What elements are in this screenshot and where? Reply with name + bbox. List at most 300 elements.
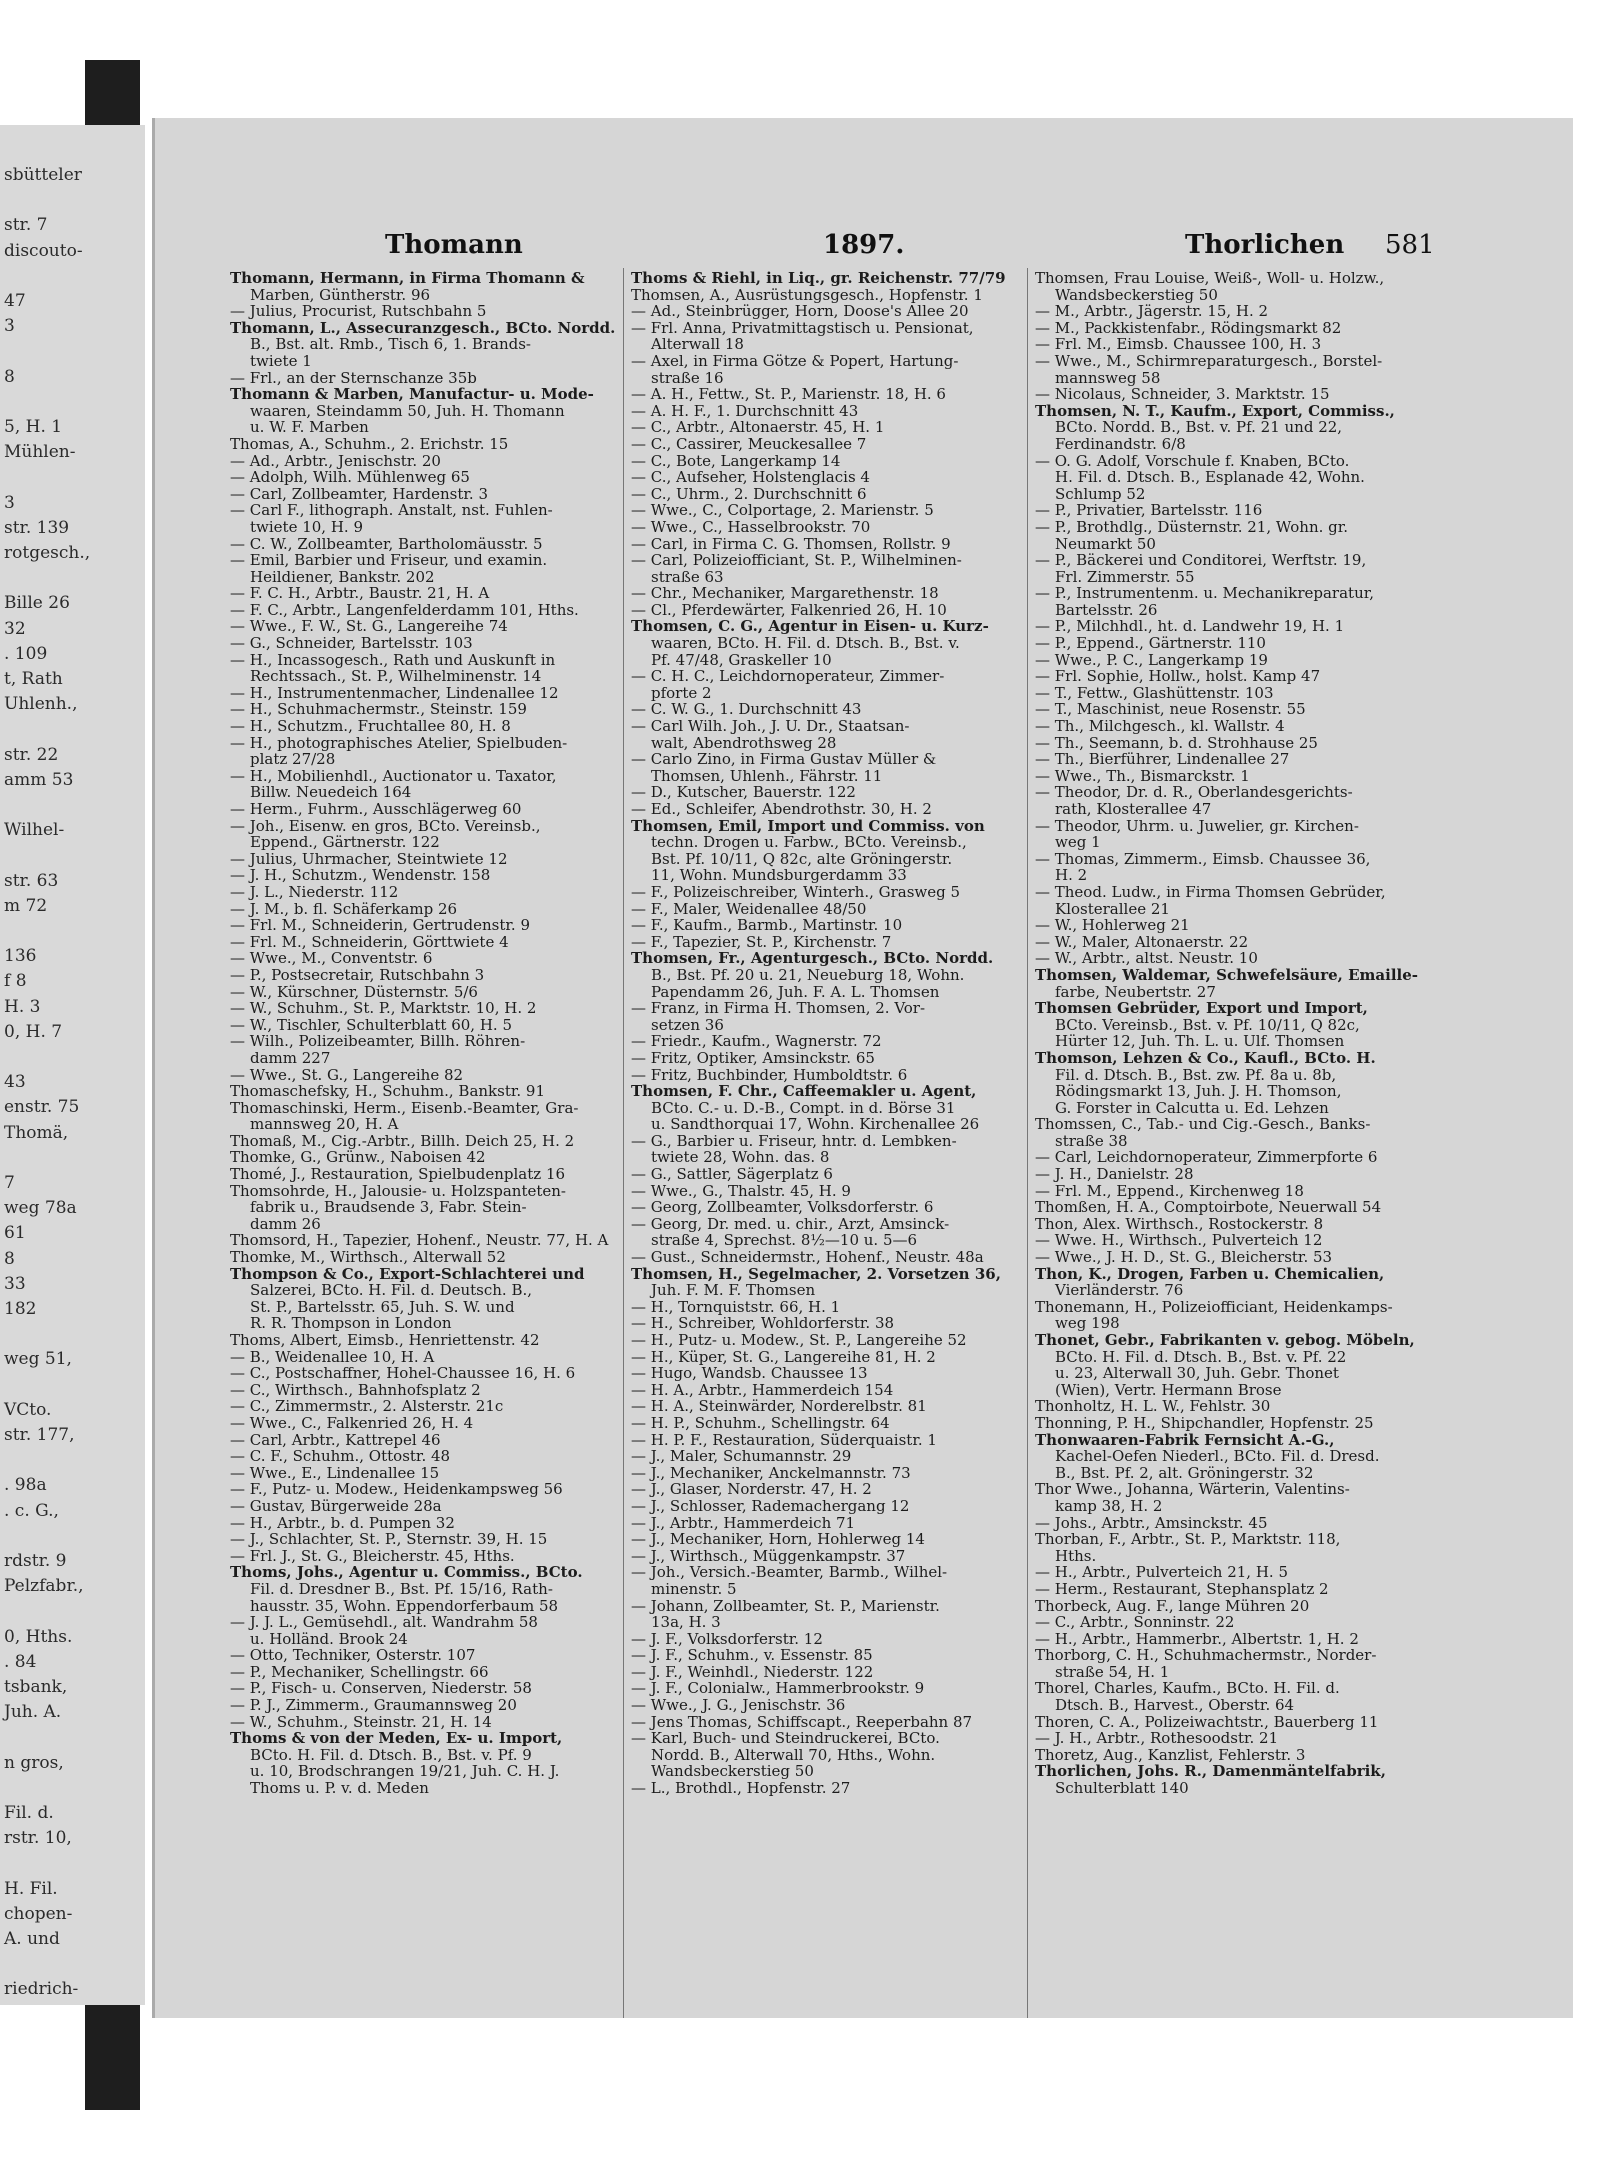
directory-entry-line: u. 10, Brodschrangen 19/21, Juh. C. H. J. xyxy=(250,1763,560,1781)
directory-entry-line: u. W. F. Marben xyxy=(250,419,369,436)
directory-entry-line: — Wwe., J. G., Jenischstr. 36 xyxy=(631,1697,846,1714)
directory-entry-line: Thonet, Gebr., Fabrikanten v. gebog. Möbeln, xyxy=(1035,1332,1415,1349)
directory-entry-line: — M., Packkistenfabr., Rödingsmarkt 82 xyxy=(1035,319,1342,337)
directory-entry-line: — H. A., Arbtr., Hammerdeich 154 xyxy=(631,1381,894,1399)
page-number: 581 xyxy=(1385,230,1435,260)
previous-page-fragment: str. 139 xyxy=(4,517,70,538)
directory-entry-line: — J., Mechaniker, Horn, Hohlerweg 14 xyxy=(631,1531,925,1548)
directory-entry-line: fabrik u., Braudsende 3, Fabr. Stein- xyxy=(250,1199,527,1216)
directory-entry-line: — Wwe., G., Thalstr. 45, H. 9 xyxy=(631,1182,851,1200)
directory-entry-line: — Frl., an der Sternschanze 35b xyxy=(230,369,477,387)
previous-page-fragment: Uhlenh., xyxy=(4,694,78,715)
header-year: 1897. xyxy=(823,230,905,260)
directory-entry-line: — Gust., Schneidermstr., Hohenf., Neustr. 48a xyxy=(631,1249,984,1266)
directory-entry-line: — P., Privatier, Bartelsstr. 116 xyxy=(1035,502,1263,519)
directory-entry-line: Thor Wwe., Johanna, Wärterin, Valentins- xyxy=(1035,1481,1350,1498)
previous-page-fragment: riedrich- xyxy=(4,1979,79,2000)
directory-entry-line: H. 2 xyxy=(1055,867,1088,884)
directory-entry-line: Thoms, Johs., Agentur u. Commiss., BCto. xyxy=(230,1564,583,1581)
directory-entry-line: Thomsen, Emil, Import und Commiss. von xyxy=(631,817,985,835)
directory-entry-line: Thomsen, Uhlenh., Fährstr. 11 xyxy=(651,767,883,785)
directory-entry-line: BCto. C.- u. D.-B., Compt. in d. Börse 31 xyxy=(651,1099,956,1117)
previous-page-fragment: 8 xyxy=(4,366,15,387)
directory-entry-line: Ferdinandstr. 6/8 xyxy=(1055,435,1186,453)
directory-entry-line: — W., Schuhm., St. P., Marktstr. 10, H. 2 xyxy=(230,1000,537,1017)
directory-entry-line: — Th., Seemann, b. d. Strohhause 25 xyxy=(1035,734,1318,752)
directory-entry-line: — Theod. Ludw., in Firma Thomsen Gebrüder, xyxy=(1035,883,1386,901)
directory-entry-line: — Chr., Mechaniker, Margarethenstr. 18 xyxy=(631,585,939,602)
directory-entry-line: Thomßen, H. A., Comptoirbote, Neuerwall 54 xyxy=(1035,1199,1382,1216)
directory-entry-line: — J. H., Schutzm., Wendenstr. 158 xyxy=(230,867,491,884)
directory-entry-line: — Johann, Zollbeamter, St. P., Marienstr. xyxy=(631,1597,940,1615)
directory-entry-line: — Th., Bierführer, Lindenallee 27 xyxy=(1035,751,1290,768)
directory-entry-line: Thomsen, C. G., Agentur in Eisen- u. Kurz- xyxy=(631,618,989,636)
directory-entry-line: Heildiener, Bankstr. 202 xyxy=(250,568,435,586)
previous-page-fragment: 8 xyxy=(4,1248,15,1269)
directory-entry-line: — O. G. Adolf, Vorschule f. Knaben, BCto. xyxy=(1035,452,1350,470)
directory-entry-line: Thomé, J., Restauration, Spielbudenplatz 16 xyxy=(230,1166,566,1183)
directory-entry-line: — Ad., Steinbrügger, Horn, Doose's Allee 20 xyxy=(631,303,969,320)
directory-entry-line: Schlump 52 xyxy=(1055,485,1146,503)
directory-entry-line: Alterwall 18 xyxy=(651,336,744,353)
directory-entry-line: Thomke, M., Wirthsch., Alterwall 52 xyxy=(230,1249,506,1266)
directory-entry-line: straße 38 xyxy=(1055,1132,1128,1150)
directory-entry-line: — J., Maler, Schumannstr. 29 xyxy=(631,1448,852,1465)
directory-entry-line: — Carl, Polizeiofficiant, St. P., Wilhelminen- xyxy=(631,552,962,569)
previous-page-fragment: enstr. 75 xyxy=(4,1097,80,1118)
directory-entry-line: H. Fil. d. Dtsch. B., Esplanade 42, Wohn. xyxy=(1055,469,1365,486)
directory-entry-line: — P., Mechaniker, Schellingstr. 66 xyxy=(230,1663,489,1681)
previous-page-fragment: str. 63 xyxy=(4,870,59,891)
directory-entry-line: — C., Uhrm., 2. Durchschnitt 6 xyxy=(631,485,867,503)
directory-entry-line: straße 63 xyxy=(651,568,724,586)
directory-entry-line: — Wwe., St. G., Langereihe 82 xyxy=(230,1066,464,1084)
directory-entry-line: (Wien), Vertr. Hermann Brose xyxy=(1055,1381,1282,1399)
directory-entry-line: — Carl, Zollbeamter, Hardenstr. 3 xyxy=(230,485,489,503)
previous-page-fragment: . 98a xyxy=(4,1475,47,1496)
directory-entry-line: Hürter 12, Juh. Th. L. u. Ulf. Thomsen xyxy=(1055,1033,1345,1050)
directory-entry-line: — Frl. Anna, Privatmittagstisch u. Pensionat, xyxy=(631,319,974,337)
directory-entry-line: Thomaschinski, Herm., Eisenb.-Beamter, Gra- xyxy=(230,1099,579,1117)
directory-entry-line: — J. J. L., Gemüsehdl., alt. Wandrahm 58 xyxy=(230,1614,538,1631)
directory-entry-line: Frl. Zimmerstr. 55 xyxy=(1055,568,1195,586)
directory-entry-line: — T., Maschinist, neue Rosenstr. 55 xyxy=(1035,701,1306,719)
directory-entry-line: — J. F., Schuhm., v. Essenstr. 85 xyxy=(631,1647,873,1664)
directory-entry-line: — Wwe., C., Hasselbrookstr. 70 xyxy=(631,518,871,536)
directory-entry-line: — F. C., Arbtr., Langenfelderdamm 101, Hths. xyxy=(230,601,579,619)
directory-entry-line: — Wwe., C., Falkenried 26, H. 4 xyxy=(230,1414,474,1432)
directory-entry-line: — P., Instrumentenm. u. Mechanikreparatur, xyxy=(1035,585,1375,602)
directory-entry-line: Thomsen, N. T., Kaufm., Export, Commiss., xyxy=(1035,402,1395,420)
directory-entry-line: Dtsch. B., Harvest., Oberstr. 64 xyxy=(1055,1697,1295,1714)
directory-entry-line: Thorbeck, Aug. F., lange Mühren 20 xyxy=(1035,1597,1310,1615)
directory-entry-line: — Carl, Leichdornoperateur, Zimmerpforte 6 xyxy=(1035,1149,1378,1167)
directory-entry-line: — Frl. M., Schneiderin, Gertrudenstr. 9 xyxy=(230,917,531,934)
directory-entry-line: — Friedr., Kaufm., Wagnerstr. 72 xyxy=(631,1033,882,1050)
previous-page-fragment: rstr. 10, xyxy=(4,1828,72,1849)
directory-entry-line: hausstr. 35, Wohn. Eppendorferbaum 58 xyxy=(250,1597,559,1615)
directory-entry-line: Salzerei, BCto. H. Fil. d. Deutsch. B., xyxy=(250,1282,533,1299)
previous-page-fragment: 33 xyxy=(4,1273,26,1294)
directory-column-1 xyxy=(230,270,620,1990)
directory-entry-line: — F., Polizeischreiber, Winterh., Grasweg 5 xyxy=(631,883,961,901)
directory-entry-line: Marben, Güntherstr. 96 xyxy=(250,286,431,304)
directory-entry-line: Thomsen Gebrüder, Export und Import, xyxy=(1035,1000,1368,1017)
previous-page-fragment: . 84 xyxy=(4,1651,37,1672)
directory-entry-line: — Gustav, Bürgerweide 28a xyxy=(230,1497,442,1515)
directory-entry-line: — C. F., Schuhm., Ottostr. 48 xyxy=(230,1448,451,1465)
previous-page-fragment: str. 7 xyxy=(4,215,48,236)
directory-entry-line: — C., Bote, Langerkamp 14 xyxy=(631,452,841,470)
directory-entry-line: — P., Bäckerei und Conditorei, Werftstr. 19, xyxy=(1035,552,1367,569)
directory-entry-line: — A. H., Fettw., St. P., Marienstr. 18, H. 6 xyxy=(631,386,946,403)
directory-entry-line: — Frl. M., Eimsb. Chaussee 100, H. 3 xyxy=(1035,336,1322,353)
directory-entry-line: Thoms & von der Meden, Ex- u. Import, xyxy=(230,1730,563,1747)
directory-entry-line: — H., Instrumentenmacher, Lindenallee 12 xyxy=(230,684,559,702)
directory-entry-line: — C., Zimmermstr., 2. Alsterstr. 21c xyxy=(230,1398,504,1415)
directory-entry-line: — L., Brothdl., Hopfenstr. 27 xyxy=(631,1780,851,1797)
previous-page-fragment: amm 53 xyxy=(4,769,74,790)
header-left-title: Thomann xyxy=(385,230,523,260)
directory-entry-line: — Carl, in Firma C. G. Thomsen, Rollstr. 9 xyxy=(631,535,951,553)
directory-entry-line: — F., Maler, Weidenallee 48/50 xyxy=(631,900,867,918)
directory-entry-line: — Theodor, Uhrm. u. Juwelier, gr. Kirchen- xyxy=(1035,817,1359,835)
directory-entry-line: — H., Küper, St. G., Langereihe 81, H. 2 xyxy=(631,1348,936,1366)
directory-entry-line: waaren, BCto. H. Fil. d. Dtsch. B., Bst. v. xyxy=(651,635,960,652)
directory-entry-line: — J. L., Niederstr. 112 xyxy=(230,883,399,901)
directory-entry-line: straße 54, H. 1 xyxy=(1055,1663,1170,1681)
directory-entry-line: — J., Wirthsch., Müggenkampstr. 37 xyxy=(631,1547,906,1565)
directory-entry-line: — J. F., Weinhdl., Niederstr. 122 xyxy=(631,1663,874,1681)
directory-entry-line: — H., photographisches Atelier, Spielbuden- xyxy=(230,734,568,752)
directory-entry-line: — F., Kaufm., Barmb., Martinstr. 10 xyxy=(631,917,903,934)
directory-entry-line: Rödingsmarkt 13, Juh. J. H. Thomson, xyxy=(1055,1083,1342,1100)
directory-entry-line: — Ad., Arbtr., Jenischstr. 20 xyxy=(230,452,441,470)
directory-entry-line: — Joh., Eisenw. en gros, BCto. Vereinsb., xyxy=(230,817,541,835)
directory-entry-line: Thomssen, C., Tab.- und Cig.-Gesch., Banks- xyxy=(1035,1116,1371,1133)
previous-page-fragment: . 109 xyxy=(4,643,48,664)
directory-entry-line: — H., Incassogesch., Rath und Auskunft in xyxy=(230,651,556,669)
previous-page-fragment: 47 xyxy=(4,291,26,311)
previous-page-fragment: Thomä, xyxy=(4,1122,69,1143)
directory-entry-line: — Carl F., lithograph. Anstalt, nst. Fuhlen- xyxy=(230,502,553,519)
previous-page-fragment: 32 xyxy=(4,618,26,639)
previous-page-fragment: f 8 xyxy=(4,971,27,992)
directory-entry-line: Thonholtz, H. L. W., Fehlstr. 30 xyxy=(1035,1398,1271,1415)
directory-entry-line: — H. P., Schuhm., Schellingstr. 64 xyxy=(631,1414,890,1432)
header-right-title: Thorlichen xyxy=(1185,230,1345,260)
directory-entry-line: — J. M., b. fl. Schäferkamp 26 xyxy=(230,900,458,918)
directory-entry-line: farbe, Neubertstr. 27 xyxy=(1055,983,1216,1001)
directory-entry-line: — C., Arbtr., Altonaerstr. 45, H. 1 xyxy=(631,419,885,436)
directory-entry-line: — Wwe., E., Lindenallee 15 xyxy=(230,1464,440,1482)
directory-entry-line: Thomsohrde, H., Jalousie- u. Holzspanteten- xyxy=(230,1182,566,1200)
directory-entry-line: — J. H., Arbtr., Rothesoodstr. 21 xyxy=(1035,1730,1279,1747)
previous-page-fragment: Mühlen- xyxy=(4,442,76,463)
directory-entry-line: — Wwe., Th., Bismarckstr. 1 xyxy=(1035,767,1250,785)
previous-page-fragment: 3 xyxy=(4,316,15,337)
directory-entry-line: — W., Schuhm., Steinstr. 21, H. 14 xyxy=(230,1713,492,1731)
directory-entry-line: — H., Putz- u. Modew., St. P., Langereihe 52 xyxy=(631,1332,967,1349)
directory-entry-line: — Wwe. H., Wirthsch., Pulverteich 12 xyxy=(1035,1232,1323,1250)
directory-entry-line: rath, Klosterallee 47 xyxy=(1055,801,1212,818)
directory-entry-line: B., Bst. alt. Rmb., Tisch 6, 1. Brands- xyxy=(250,336,531,353)
directory-entry-line: 13a, H. 3 xyxy=(651,1614,721,1631)
directory-entry-line: Bst. Pf. 10/11, Q 82c, alte Gröningerstr. xyxy=(651,850,953,868)
directory-entry-line: Neumarkt 50 xyxy=(1055,535,1156,553)
directory-column-3 xyxy=(1035,270,1425,1990)
directory-entry-line: Thomann, L., Assecuranzgesch., BCto. Nordd. xyxy=(230,319,616,337)
directory-entry-line: — Georg, Zollbeamter, Volksdorferstr. 6 xyxy=(631,1199,934,1216)
directory-entry-line: Wandsbeckerstieg 50 xyxy=(1055,286,1218,304)
directory-entry-line: Thomaß, M., Cig.-Arbtr., Billh. Deich 25, H. 2 xyxy=(230,1132,575,1150)
directory-entry-line: — J., Schlosser, Rademachergang 12 xyxy=(631,1497,910,1515)
directory-entry-line: — Herm., Restaurant, Stephansplatz 2 xyxy=(1035,1580,1329,1598)
directory-entry-line: — Cl., Pferdewärter, Falkenried 26, H. 10 xyxy=(631,601,947,619)
previous-page-fragment: discouto- xyxy=(4,240,83,261)
directory-entry-line: Fil. d. Dresdner B., Bst. Pf. 15/16, Rath- xyxy=(250,1580,553,1598)
directory-entry-line: — H., Schreiber, Wohldorferstr. 38 xyxy=(631,1315,895,1332)
directory-entry-line: — Johs., Arbtr., Amsinckstr. 45 xyxy=(1035,1514,1268,1532)
previous-page-fragment: . c. G., xyxy=(4,1500,59,1521)
directory-entry-line: — Frl. Sophie, Hollw., holst. Kamp 47 xyxy=(1035,668,1321,685)
directory-entry-line: — Axel, in Firma Götze & Popert, Hartung- xyxy=(631,352,959,370)
directory-entry-line: B., Bst. Pf. 2, alt. Gröningerstr. 32 xyxy=(1055,1464,1314,1482)
directory-entry-line: — P., Postsecretair, Rutschbahn 3 xyxy=(230,966,485,984)
directory-entry-line: — F., Putz- u. Modew., Heidenkampsweg 56 xyxy=(230,1481,563,1498)
previous-page-fragment: rdstr. 9 xyxy=(4,1551,67,1571)
directory-entry-line: — H., Schuhmachermstr., Steinstr. 159 xyxy=(230,701,527,719)
directory-entry-line: Thon, Alex. Wirthsch., Rostockerstr. 8 xyxy=(1035,1215,1324,1233)
directory-entry-line: straße 4, Sprechst. 8½—10 u. 5—6 xyxy=(651,1232,918,1250)
directory-entry-line: — J. F., Volksdorferstr. 12 xyxy=(631,1630,823,1648)
directory-entry-line: — F. C. H., Arbtr., Baustr. 21, H. A xyxy=(230,585,490,602)
directory-entry-line: Thonning, P. H., Shipchandler, Hopfenstr. 25 xyxy=(1035,1414,1374,1432)
directory-entry-line: — Wilh., Polizeibeamter, Billh. Röhren- xyxy=(230,1033,526,1050)
directory-entry-line: Thorban, F., Arbtr., St. P., Marktstr. 118, xyxy=(1035,1531,1341,1548)
column-divider-2 xyxy=(1027,268,1028,2018)
directory-entry-line: techn. Drogen u. Farbw., BCto. Vereinsb., xyxy=(651,834,967,851)
previous-page-edge xyxy=(0,125,145,2005)
directory-entry-line: G. Forster in Calcutta u. Ed. Lehzen xyxy=(1055,1099,1329,1117)
directory-entry-line: mannsweg 58 xyxy=(1055,369,1161,387)
previous-page-fragment: 0, H. 7 xyxy=(4,1021,63,1042)
directory-column-2 xyxy=(631,270,1021,1990)
directory-entry-line: twiete 10, H. 9 xyxy=(250,518,363,536)
directory-entry-line: — Julius, Uhrmacher, Steintwiete 12 xyxy=(230,850,508,868)
directory-entry-line: — Wwe., C., Colportage, 2. Marienstr. 5 xyxy=(631,502,934,519)
page-header xyxy=(155,230,1573,270)
directory-entry-line: — Nicolaus, Schneider, 3. Marktstr. 15 xyxy=(1035,386,1330,403)
directory-entry-line: kamp 38, H. 2 xyxy=(1055,1497,1163,1515)
directory-entry-line: — Thomas, Zimmerm., Eimsb. Chaussee 36, xyxy=(1035,850,1371,868)
directory-entry-line: Thorborg, C. H., Schuhmachermstr., Norder- xyxy=(1035,1647,1377,1664)
previous-page-fragment: n gros, xyxy=(4,1752,64,1773)
directory-entry-line: Thomsord, H., Tapezier, Hohenf., Neustr. 77, H. A xyxy=(230,1232,609,1250)
directory-entry-line: — P., Fisch- u. Conserven, Niederstr. 58 xyxy=(230,1680,532,1698)
directory-entry-line: — Carl Wilh. Joh., J. U. Dr., Staatsan- xyxy=(631,718,910,735)
directory-entry-line: — H., Arbtr., Hammerbr., Albertstr. 1, H. 2 xyxy=(1035,1630,1359,1648)
directory-entry-line: — C., Postschaffner, Hohel-Chaussee 16, H. 6 xyxy=(230,1365,576,1382)
directory-entry-line: — Herm., Fuhrm., Ausschlägerweg 60 xyxy=(230,801,522,818)
directory-entry-line: Thomke, G., Grünw., Naboisen 42 xyxy=(230,1149,486,1167)
directory-entry-line: Thoretz, Aug., Kanzlist, Fehlerstr. 3 xyxy=(1035,1746,1306,1764)
previous-page-fragment: Fil. d. xyxy=(4,1803,54,1823)
directory-entry-line: B., Bst. Pf. 20 u. 21, Neueburg 18, Wohn. xyxy=(651,966,965,984)
directory-entry-line: u. Holländ. Brook 24 xyxy=(250,1630,408,1648)
directory-entry-line: Thomsen, Waldemar, Schwefelsäure, Emaille- xyxy=(1035,966,1418,984)
directory-entry-line: Thomsen, Frau Louise, Weiß-, Woll- u. Holzw., xyxy=(1035,270,1385,287)
directory-entry-line: — Joh., Versich.-Beamter, Barmb., Wilhel- xyxy=(631,1564,948,1581)
directory-entry-line: — J., Arbtr., Hammerdeich 71 xyxy=(631,1514,856,1532)
directory-entry-line: — P., Eppend., Gärtnerstr. 110 xyxy=(1035,635,1266,652)
directory-entry-line: Thomaschefsky, H., Schuhm., Bankstr. 91 xyxy=(230,1083,546,1100)
directory-entry-line: — C., Aufseher, Holstenglacis 4 xyxy=(631,469,870,486)
directory-entry-line: BCto. H. Fil. d. Dtsch. B., Bst. v. Pf. 22 xyxy=(1055,1348,1347,1366)
previous-page-fragment: H. 3 xyxy=(4,996,41,1017)
previous-page-fragment: 136 xyxy=(4,946,37,967)
directory-entry-line: — M., Arbtr., Jägerstr. 15, H. 2 xyxy=(1035,303,1269,320)
directory-entry-line: Thomsen, A., Ausrüstungsgesch., Hopfenstr. 1 xyxy=(631,286,983,304)
directory-entry-line: — Theodor, Dr. d. R., Oberlandesgerichts- xyxy=(1035,784,1353,801)
directory-entry-line: Thomas, A., Schuhm., 2. Erichstr. 15 xyxy=(230,435,509,453)
previous-page-fragment: str. 22 xyxy=(4,744,59,765)
previous-page-fragment: A. und xyxy=(4,1929,60,1949)
directory-entry-line: R. R. Thompson in London xyxy=(250,1315,452,1332)
directory-entry-line: — H. P. F., Restauration, Süderquaistr. 1 xyxy=(631,1431,937,1449)
directory-entry-line: Juh. F. M. F. Thomsen xyxy=(651,1282,816,1299)
directory-entry-line: BCto. H. Fil. d. Dtsch. B., Bst. v. Pf. 9 xyxy=(250,1746,532,1764)
directory-entry-line: Thomson, Lehzen & Co., Kaufl., BCto. H. xyxy=(1035,1049,1376,1067)
directory-entry-line: — Wwe., M., Schirmreparaturgesch., Borstel- xyxy=(1035,352,1383,370)
directory-entry-line: — Adolph, Wilh. Mühlenweg 65 xyxy=(230,469,470,486)
previous-page-fragment: 0, Hths. xyxy=(4,1626,73,1647)
directory-entry-line: Thompson & Co., Export-Schlachterei und xyxy=(230,1265,585,1283)
directory-entry-line: — G., Schneider, Bartelsstr. 103 xyxy=(230,635,473,652)
directory-entry-line: — Hugo, Wandsb. Chaussee 13 xyxy=(631,1365,868,1382)
directory-entry-line: minenstr. 5 xyxy=(651,1580,737,1598)
directory-entry-line: — Frl. M., Eppend., Kirchenweg 18 xyxy=(1035,1182,1304,1200)
directory-entry-line: — J., Schlachter, St. P., Sternstr. 39, H. 15 xyxy=(230,1531,548,1548)
previous-page-fragment: weg 78a xyxy=(4,1198,77,1219)
directory-entry-line: weg 198 xyxy=(1055,1315,1120,1332)
directory-entry-line: Thorel, Charles, Kaufm., BCto. H. Fil. d. xyxy=(1035,1680,1340,1698)
directory-entry-line: — Wwe., M., Conventstr. 6 xyxy=(230,950,433,967)
previous-page-fragment: tsbank, xyxy=(4,1677,68,1697)
directory-entry-line: Thoms u. P. v. d. Meden xyxy=(250,1780,429,1797)
directory-entry-line: — C. H. C., Leichdornoperateur, Zimmer- xyxy=(631,668,945,685)
directory-entry-line: — C., Cassirer, Meuckesallee 7 xyxy=(631,435,867,453)
directory-entry-line: — Franz, in Firma H. Thomsen, 2. Vor- xyxy=(631,1000,926,1017)
directory-entry-line: — Ed., Schleifer, Abendrothstr. 30, H. 2 xyxy=(631,801,932,818)
directory-entry-line: damm 26 xyxy=(250,1215,321,1233)
previous-page-fragment: 182 xyxy=(4,1299,37,1319)
directory-entry-line: St. P., Bartelsstr. 65, Juh. S. W. und xyxy=(250,1298,515,1316)
directory-entry-line: — J., Mechaniker, Anckelmannstr. 73 xyxy=(631,1464,911,1482)
directory-entry-line: — H., Schutzm., Fruchtallee 80, H. 8 xyxy=(230,718,511,735)
directory-entry-line: Thoms, Albert, Eimsb., Henriettenstr. 42 xyxy=(230,1332,540,1349)
directory-entry-line: BCto. Vereinsb., Bst. v. Pf. 10/11, Q 82c, xyxy=(1055,1016,1360,1034)
directory-entry-line: u. Sandthorquai 17, Wohn. Kirchenallee 26 xyxy=(651,1116,980,1133)
previous-page-fragment: m 72 xyxy=(4,895,48,916)
directory-entry-line: — T., Fettw., Glashüttenstr. 103 xyxy=(1035,684,1274,702)
directory-entry-line: Thon, K., Drogen, Farben u. Chemicalien, xyxy=(1035,1265,1385,1283)
previous-page-fragment: 61 xyxy=(4,1223,26,1244)
previous-page-fragment: chopen- xyxy=(4,1903,73,1924)
directory-entry-line: — P., Brothdlg., Düsternstr. 21, Wohn. gr. xyxy=(1035,518,1349,536)
previous-page-fragment: t, Rath xyxy=(4,669,63,689)
previous-page-fragment: H. Fil. xyxy=(4,1878,58,1899)
directory-entry-line: — Fritz, Buchbinder, Humboldtstr. 6 xyxy=(631,1066,908,1084)
directory-entry-line: — B., Weidenallee 10, H. A xyxy=(230,1348,435,1366)
directory-entry-line: Hths. xyxy=(1055,1547,1097,1565)
directory-entry-line: — Wwe., F. W., St. G., Langereihe 74 xyxy=(230,618,508,636)
directory-entry-line: Schulterblatt 140 xyxy=(1055,1780,1189,1797)
directory-entry-line: — D., Kutscher, Bauerstr. 122 xyxy=(631,784,856,801)
directory-entry-line: 11, Wohn. Mundsburgerdamm 33 xyxy=(651,867,907,884)
directory-entry-line: walt, Abendrothsweg 28 xyxy=(651,734,837,752)
directory-entry-line: Wandsbeckerstieg 50 xyxy=(651,1763,814,1781)
directory-entry-line: — H., Arbtr., b. d. Pumpen 32 xyxy=(230,1514,455,1532)
directory-entry-line: — H. A., Steinwärder, Norderelbstr. 81 xyxy=(631,1398,927,1415)
previous-page-fragment: VCto. xyxy=(4,1399,52,1420)
directory-entry-line: Klosterallee 21 xyxy=(1055,900,1170,918)
directory-entry-line: Papendamm 26, Juh. F. A. L. Thomsen xyxy=(651,983,940,1001)
directory-entry-line: mannsweg 20, H. A xyxy=(250,1116,399,1133)
column-divider-1 xyxy=(623,268,624,2018)
directory-entry-line: twiete 28, Wohn. das. 8 xyxy=(651,1149,830,1167)
directory-entry-line: damm 227 xyxy=(250,1049,331,1067)
directory-page xyxy=(152,118,1573,2018)
directory-entry-line: waaren, Steindamm 50, Juh. H. Thomann xyxy=(250,402,565,420)
previous-page-fragment: Juh. A. xyxy=(4,1702,62,1723)
directory-entry-line: — C., Arbtr., Sonninstr. 22 xyxy=(1035,1614,1235,1631)
directory-entry-line: — Wwe., J. H. D., St. G., Bleicherstr. 53 xyxy=(1035,1249,1333,1266)
previous-page-fragment: sbütteler xyxy=(4,165,82,185)
previous-page-fragment: 3 xyxy=(4,492,15,513)
directory-entry-line: Thorlichen, Johs. R., Damenmäntelfabrik, xyxy=(1035,1763,1386,1781)
directory-entry-line: — P., Milchhdl., ht. d. Landwehr 19, H. 1 xyxy=(1035,618,1345,636)
previous-page-fragment: rotgesch., xyxy=(4,543,91,563)
directory-entry-line: — W., Hohlerweg 21 xyxy=(1035,917,1190,934)
directory-entry-line: Thonemann, H., Polizeiofficiant, Heidenkamps- xyxy=(1035,1298,1393,1316)
directory-entry-line: twiete 1 xyxy=(250,352,312,370)
directory-entry-line: — Jens Thomas, Schiffscapt., Reeperbahn 87 xyxy=(631,1713,973,1731)
directory-entry-line: straße 16 xyxy=(651,369,724,387)
directory-entry-line: — Georg, Dr. med. u. chir., Arzt, Amsinck- xyxy=(631,1215,950,1233)
directory-entry-line: — Frl. J., St. G., Bleicherstr. 45, Hths. xyxy=(230,1547,515,1565)
directory-entry-line: — J., Glaser, Norderstr. 47, H. 2 xyxy=(631,1481,872,1498)
directory-entry-line: — Wwe., P. C., Langerkamp 19 xyxy=(1035,651,1268,669)
directory-entry-line: Rechtssach., St. P., Wilhelminenstr. 14 xyxy=(250,668,542,685)
directory-entry-line: — G., Barbier u. Friseur, hntr. d. Lembken- xyxy=(631,1132,957,1150)
directory-entry-line: — C. W., Zollbeamter, Bartholomäusstr. 5 xyxy=(230,535,543,553)
directory-entry-line: Thoren, C. A., Polizeiwachtstr., Bauerberg 11 xyxy=(1035,1713,1379,1731)
directory-entry-line: — P. J., Zimmerm., Graumannsweg 20 xyxy=(230,1697,517,1714)
directory-entry-line: Thomsen, Fr., Agenturgesch., BCto. Nordd. xyxy=(631,950,994,967)
directory-entry-line: Vierländerstr. 76 xyxy=(1055,1282,1184,1299)
directory-entry-line: pforte 2 xyxy=(651,684,712,702)
previous-page-fragment: Wilhel- xyxy=(4,820,65,841)
directory-entry-line: Fil. d. Dtsch. B., Bst. zw. Pf. 8a u. 8b, xyxy=(1055,1066,1337,1084)
directory-entry-line: — C. W. G., 1. Durchschnitt 43 xyxy=(631,701,862,719)
previous-page-fragment: 7 xyxy=(4,1173,15,1193)
directory-entry-line: — Carl, Arbtr., Kattrepel 46 xyxy=(230,1431,441,1449)
directory-entry-line: — Emil, Barbier und Friseur, und examin. xyxy=(230,552,548,569)
directory-entry-line: BCto. Nordd. B., Bst. v. Pf. 21 und 22, xyxy=(1055,419,1343,436)
directory-entry-line: — Karl, Buch- und Steindruckerei, BCto. xyxy=(631,1730,940,1747)
previous-page-fragment: str. 177, xyxy=(4,1425,75,1445)
